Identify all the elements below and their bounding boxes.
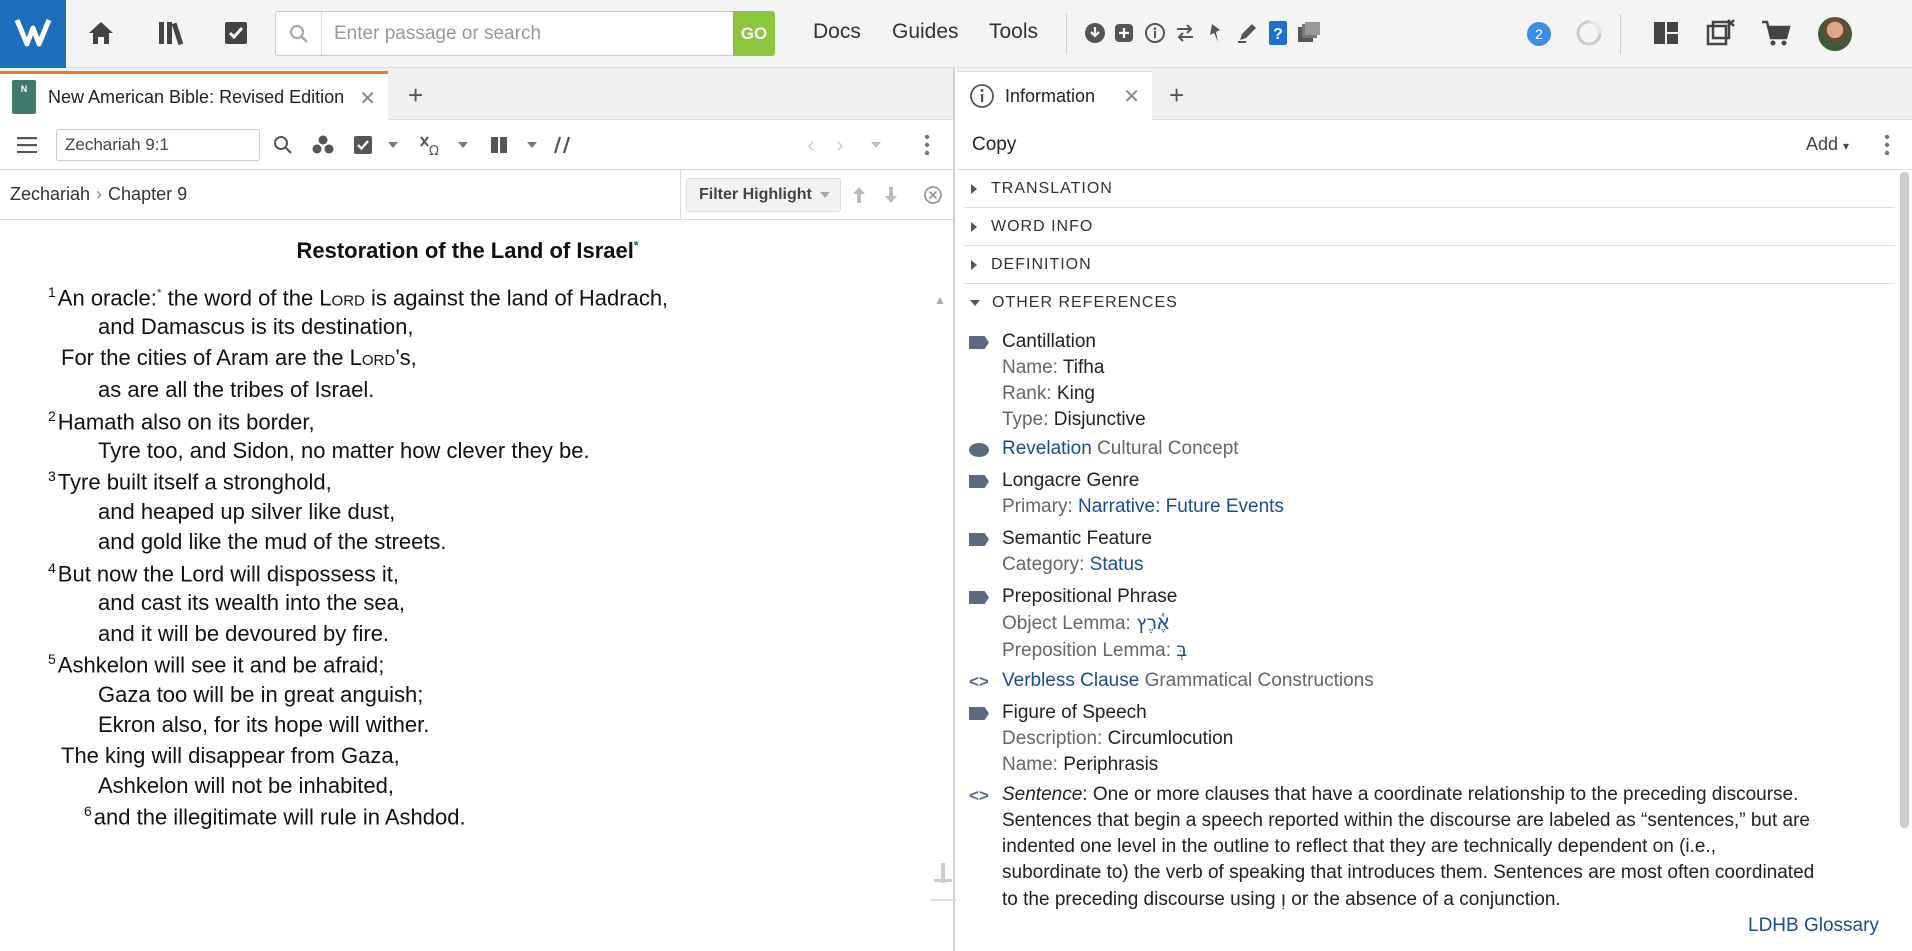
back-icon[interactable]: ‹: [807, 132, 815, 157]
download-icon[interactable]: [1083, 21, 1107, 45]
chevron-down-icon[interactable]: [458, 142, 468, 148]
ref-revelation: Revelation Cultural Concept: [969, 436, 1889, 462]
bookmark-icon[interactable]: [1204, 21, 1228, 45]
add-menu-button[interactable]: Add ▾: [1806, 134, 1850, 154]
top-toolbar: [0, 0, 1912, 68]
ref-cantillation: Cantillation Name: Tifha Rank: King Type: Disjunctive: [969, 329, 1889, 433]
search-icon[interactable]: [276, 12, 322, 55]
verse-line: Gaza too will be in great anguish;: [98, 682, 424, 707]
tasks-icon[interactable]: [219, 16, 253, 50]
footnote-marker[interactable]: *: [156, 286, 162, 300]
tools-menu[interactable]: Tools: [989, 20, 1039, 43]
verse-line: $^1$An oracle:* the word of the Lord is against the land of Hadrach,: [48, 284, 669, 311]
info-toolbar: [957, 120, 1912, 170]
search-box: [275, 11, 775, 56]
windows-icon[interactable]: [1297, 21, 1321, 45]
verse-number[interactable]: 2: [48, 408, 56, 424]
ref-figure-of-speech: Figure of Speech Description: Circumlocution Name: Periphrasis: [969, 700, 1889, 778]
forward-icon[interactable]: ›: [836, 132, 844, 157]
verse-line: Ekron also, for its hope will wither.: [98, 712, 430, 737]
tag-icon: [969, 336, 989, 349]
close-icon[interactable]: ✕: [1123, 86, 1140, 108]
menu-icon[interactable]: [14, 133, 40, 157]
chevron-right-icon: ›: [96, 184, 103, 204]
search-icon[interactable]: [270, 133, 296, 157]
verse-line: $^2$Hamath also on its border,: [48, 408, 315, 435]
columns-icon[interactable]: [486, 133, 512, 157]
reference-input[interactable]: Zechariah 9:1: [56, 129, 260, 161]
code-brackets-icon: <>: [969, 786, 989, 805]
layouts-icon[interactable]: [1649, 16, 1683, 50]
drag-handle-icon[interactable]: [930, 863, 956, 903]
chevron-down-icon[interactable]: [388, 142, 398, 148]
ref-sentence: <> Sentence: One or more clauses that have a coordinate relationship to the preceding discourse. Sentences that begin a speech reported within the discourse are labeled as “sentences,” but are indented one level in the outline to reflect that they are technically dependent on (i.e., subordinate to) the verb of speaking that introduces them. Sentences are most often coordinated to the preceding discourse using וְ or the absence of a conjunction.: [969, 784, 1815, 910]
collapse-icon: [970, 300, 980, 306]
breadcrumb-book[interactable]: Zechariah: [10, 184, 91, 204]
filter-highlight-button[interactable]: [686, 178, 841, 212]
verse-line: and gold like the mud of the streets.: [98, 529, 447, 554]
section-word-info[interactable]: WORD INFO: [965, 208, 1895, 246]
glossary-link[interactable]: LDHB Glossary: [1748, 915, 1879, 936]
section-definition[interactable]: DEFINITION: [965, 246, 1895, 284]
object-lemma-link[interactable]: אֶ֫רֶץ: [1136, 612, 1170, 634]
right-tab-bar: [957, 68, 1912, 120]
info-icon: [969, 83, 995, 109]
verse-line: $^5$Ashkelon will see it and be afraid;: [48, 651, 385, 678]
tab-nabre[interactable]: [0, 71, 388, 120]
filter-highlight-label: Filter Highlight: [699, 186, 812, 203]
verse-line: Ashkelon will not be inhabited,: [98, 773, 394, 798]
expand-icon: [971, 260, 977, 270]
logos-logo[interactable]: [0, 0, 66, 68]
arrow-up-icon[interactable]: [846, 183, 872, 207]
sync-icon[interactable]: [1574, 18, 1604, 48]
revelation-link[interactable]: Revelation: [1002, 438, 1092, 459]
ref-verbless-clause: <> Verbless Clause Grammatical Constructions: [969, 670, 1374, 691]
visual-filters-icon[interactable]: [310, 133, 336, 157]
verse-line: and Damascus is its destination,: [98, 314, 414, 339]
concept-bubble-icon: [969, 443, 989, 456]
notes-icon[interactable]: [350, 133, 376, 157]
info-icon[interactable]: [1143, 21, 1167, 45]
section-heading: Restoration of the Land of Israel*: [296, 238, 639, 263]
guides-menu[interactable]: Guides: [892, 20, 959, 43]
ref-prepositional-phrase: Prepositional Phrase Object Lemma: אֶ֫רֶץ Preposition Lemma: בְּ: [969, 584, 1889, 664]
verse-number[interactable]: 5: [48, 651, 56, 667]
svg-text:Ω: Ω: [429, 144, 439, 156]
longacre-primary-link[interactable]: Narrative: Future Events: [1078, 496, 1284, 517]
search-input[interactable]: [322, 12, 774, 55]
verse-line: For the cities of Aram are the Lord’s,: [61, 345, 417, 370]
footnote-marker[interactable]: *: [633, 238, 639, 253]
verse-line: $^6$and the illegitimate will rule in Ashdod.: [84, 803, 466, 830]
information-panel: [957, 68, 1912, 951]
semantic-category-link[interactable]: Status: [1089, 554, 1144, 575]
chevron-down-icon: ▾: [1843, 139, 1850, 153]
verse-line: Tyre too, and Sidon, no matter how clever they be.: [98, 438, 590, 463]
verse-line: as are all the tribes of Israel.: [98, 377, 375, 402]
library-icon[interactable]: [155, 16, 189, 50]
docs-menu[interactable]: Docs: [813, 20, 861, 43]
verbless-clause-link[interactable]: Verbless Clause: [1002, 670, 1140, 691]
tab-title: New American Bible: Revised Edition: [48, 86, 345, 107]
scroll-up-icon[interactable]: ▲: [934, 293, 946, 307]
ref-semantic-feature: Semantic Feature Category: Status: [969, 526, 1889, 578]
parallel-icon[interactable]: [1173, 21, 1197, 45]
help-icon[interactable]: [1266, 21, 1290, 45]
history-dropdown-icon[interactable]: [871, 142, 881, 148]
info-content: [957, 170, 1897, 951]
section-other-references[interactable]: OTHER REFERENCES: [965, 284, 1895, 322]
verse-number[interactable]: 6: [84, 803, 92, 819]
close-panels-icon[interactable]: [1704, 16, 1738, 50]
tag-icon: [969, 591, 989, 604]
verse-number[interactable]: 4: [48, 560, 56, 576]
add-tab-icon[interactable]: +: [1169, 80, 1185, 110]
scrollbar[interactable]: [1900, 172, 1909, 828]
expand-icon: [971, 222, 977, 232]
tag-icon: [969, 707, 989, 720]
tab-information[interactable]: [957, 71, 1152, 120]
left-tab-bar: [0, 68, 953, 120]
book-cover-icon: N: [12, 80, 36, 114]
interlinear-icon[interactable]: [418, 133, 444, 157]
highlighter-icon[interactable]: [1235, 21, 1259, 45]
cart-icon[interactable]: [1759, 16, 1793, 50]
tag-icon: [969, 475, 989, 488]
code-brackets-icon: <>: [969, 672, 989, 691]
svg-text:?: ?: [1273, 26, 1283, 43]
add-resource-icon[interactable]: [1112, 21, 1136, 45]
chevron-down-icon[interactable]: [527, 142, 537, 148]
verse-line: The king will disappear from Gaza,: [61, 743, 400, 768]
verse-line: $^4$But now the Lord will dispossess it,: [48, 560, 399, 587]
verse-number[interactable]: 1: [48, 284, 56, 300]
ref-longacre: Longacre Genre Primary: Narrative: Future Events: [969, 468, 1889, 520]
notification-badge[interactable]: 2: [1527, 22, 1551, 46]
copy-button[interactable]: Copy: [972, 134, 1017, 155]
breadcrumb-chapter[interactable]: Chapter 9: [108, 184, 188, 204]
expand-icon: [971, 184, 977, 194]
close-icon[interactable]: ✕: [359, 88, 376, 110]
panel-menu-icon[interactable]: [1884, 134, 1890, 161]
tab-title: Information: [1005, 85, 1096, 106]
go-button[interactable]: GO: [733, 11, 775, 56]
panel-menu-icon[interactable]: [914, 133, 940, 157]
chevron-down-icon: [820, 192, 830, 198]
arrow-down-icon[interactable]: [878, 183, 904, 207]
bible-panel: [0, 68, 955, 951]
verse-line: and heaped up silver like dust,: [98, 499, 396, 524]
avatar[interactable]: [1818, 17, 1852, 51]
resource-toolbar: [0, 120, 953, 170]
verse-line: and cast its wealth into the sea,: [98, 590, 405, 615]
verse-line: and it will be devoured by fire.: [98, 621, 390, 646]
preposition-lemma-link[interactable]: בְּ: [1176, 639, 1188, 661]
home-icon[interactable]: [84, 16, 118, 50]
verse-line: $^3$Tyre built itself a stronghold,: [48, 468, 332, 495]
tag-icon: [969, 533, 989, 546]
parallel-resources-icon[interactable]: [550, 133, 576, 157]
verse-number[interactable]: 3: [48, 468, 56, 484]
clear-filter-icon[interactable]: [920, 183, 946, 207]
section-translation[interactable]: TRANSLATION: [965, 170, 1895, 208]
bible-text: [0, 220, 935, 951]
breadcrumb-path: [10, 184, 187, 205]
logos-logo-icon: [13, 14, 53, 54]
add-tab-icon[interactable]: +: [408, 80, 424, 110]
